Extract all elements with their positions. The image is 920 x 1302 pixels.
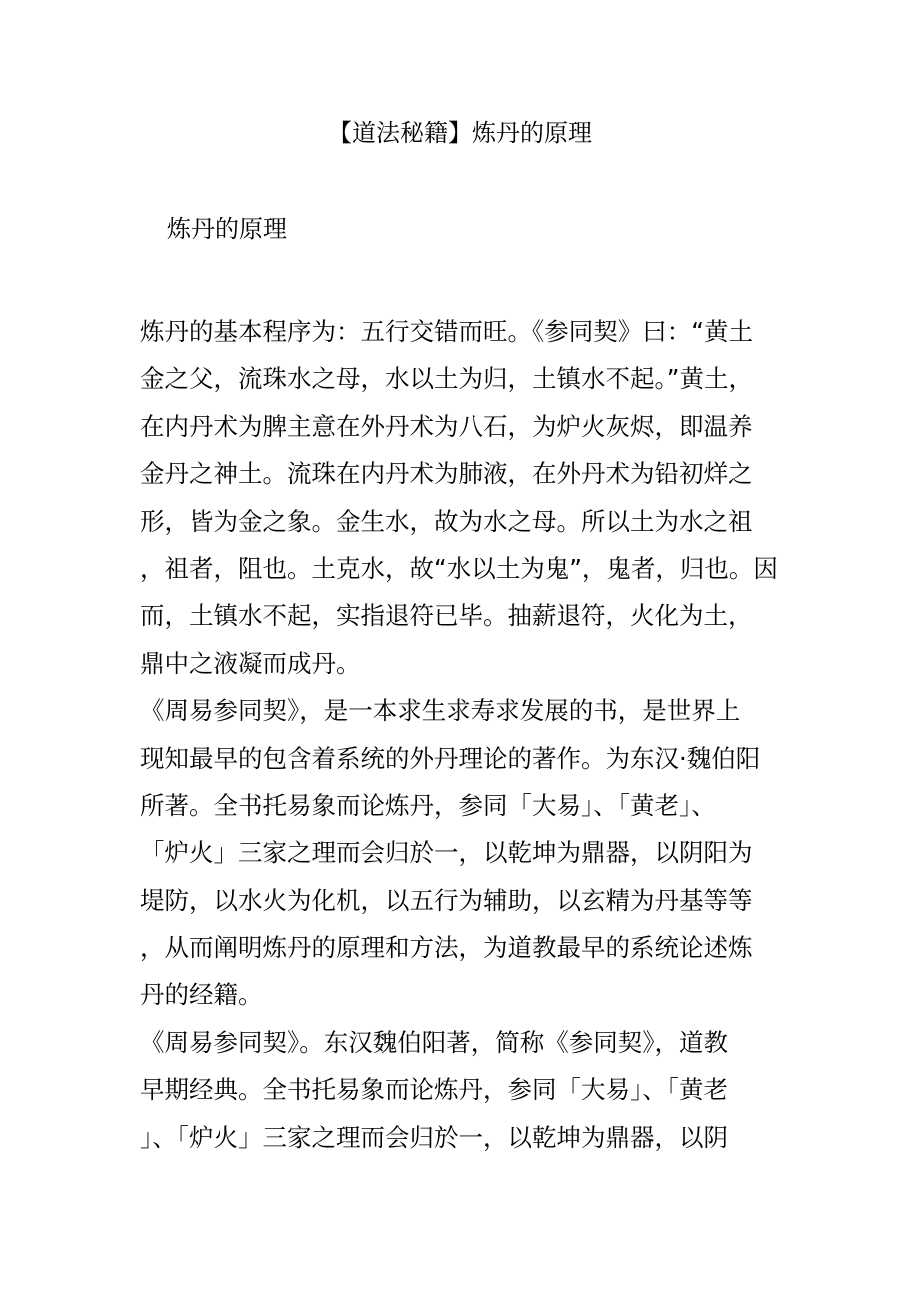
text-line: 金之父，流珠水之母，水以土为归，土镇水不起。”黄土， bbox=[140, 364, 753, 394]
text-line: ，祖者，阻也。土克水，故“水以土为鬼”，鬼者，归也。因 bbox=[140, 553, 778, 583]
text-line: 而，土镇水不起，实指退符已毕。抽薪退符，火化为土， bbox=[140, 601, 753, 631]
text-line: 形，皆为金之象。金生水，故为水之母。所以土为水之祖 bbox=[140, 506, 753, 536]
text-line: 所著。全书托易象而论炼丹，参同「大易」、「黄老」、 bbox=[140, 790, 716, 820]
text-line: 「炉火」三家之理而会归於一，以乾坤为鼎器，以阴阳为 bbox=[140, 838, 753, 868]
text-line: 」、「炉火」三家之理而会归於一，以乾坤为鼎器，以阴 bbox=[140, 1122, 728, 1152]
text-line: 《周易参同契》，是一本求生求寿求发展的书，是世界上 bbox=[140, 696, 741, 726]
section-heading: 炼丹的原理 bbox=[167, 215, 287, 243]
text-line: 《周易参同契》。东汉魏伯阳著，简称《参同契》，道教 bbox=[140, 1027, 728, 1057]
text-line: 早期经典。全书托易象而论炼丹，参同「大易」、「黄老 bbox=[140, 1075, 728, 1105]
text-line: ，从而阐明炼丹的原理和方法，为道教最早的系统论述炼 bbox=[140, 933, 753, 963]
text-line: 炼丹的基本程序为：五行交错而旺。《参同契》曰：“黄土 bbox=[140, 317, 753, 346]
body-text bbox=[140, 308, 790, 1161]
text-line: 现知最早的包含着系统的外丹理论的著作。为东汉·魏伯阳 bbox=[140, 743, 761, 773]
text-line: 金丹之神土。流珠在内丹术为肺液，在外丹术为铅初烊之 bbox=[140, 459, 753, 489]
text-line: 在内丹术为脾主意在外丹术为八石，为炉火灰烬，即温养 bbox=[140, 411, 753, 441]
text-line: 丹的经籍。 bbox=[140, 980, 263, 1010]
text-line: 堤防，以水火为化机，以五行为辅助，以玄精为丹基等等 bbox=[140, 885, 753, 915]
document-title: 【道法秘籍】炼丹的原理 bbox=[328, 119, 592, 147]
text-line: 鼎中之液凝而成丹。 bbox=[140, 648, 361, 678]
